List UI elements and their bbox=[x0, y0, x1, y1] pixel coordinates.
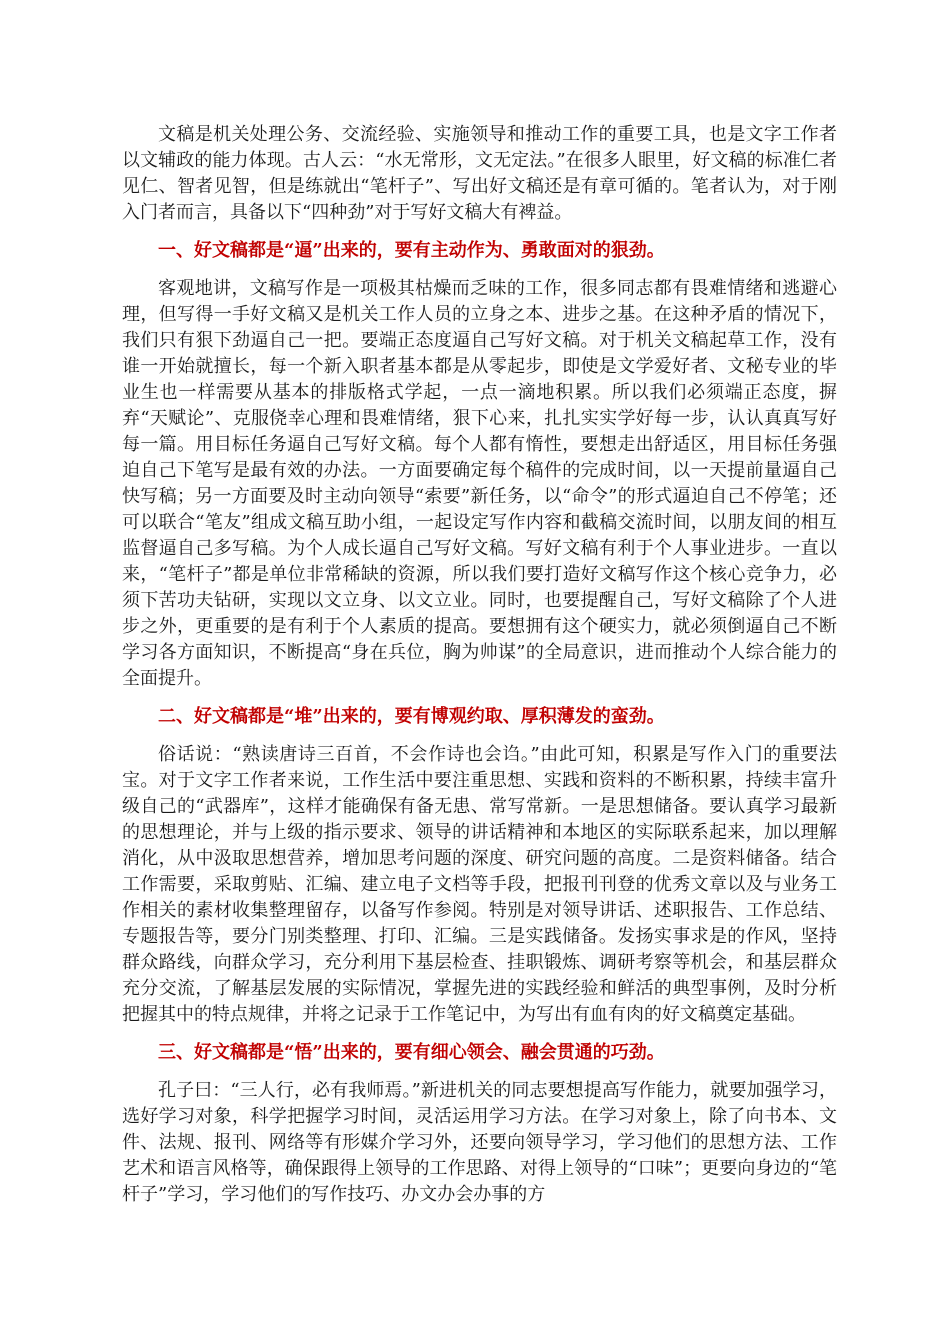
section-2-body: 俗话说：“熟读唐诗三百首，不会作诗也会诌。”由此可知，积累是写作入门的重要法宝。对于文字工作者来说，工作生活中要注重思想、实践和资料的不断积累，持续丰富升级自己的“武器库”，这样才能确保有备无患、常写常新。一是思想储备。要认真学习最新的思想理论，并与上级的指示要求、领导的讲话精神和本地区的实际联系起来，加以理解消化，从中汲取思想营养，增加思考问题的深度、研究问题的高度。二是资料储备。结合工作需要，采取剪贴、汇编、建立电子文档等手段，把报刊刊登的优秀文章以及与业务工作相关的素材收集整理留存，以备写作参阅。特别是对领导讲话、述职报告、工作总结、专题报告等，要分门别类整理、打印、汇编。三是实践储备。发扬实事求是的作风，坚持群众路线，向群众学习，充分利用下基层检查、挂职锻炼、调研考察等机会，和基层群众充分交流，了解基层发展的实际情况，掌握先进的实践经验和鲜活的典型事例，及时分析把握其中的特点规律，并将之记录于工作笔记中，为写出有血有肉的好文稿奠定基础。 bbox=[122, 744, 837, 1025]
section-1-body: 客观地讲，文稿写作是一项极其枯燥而乏味的工作，很多同志都有畏难情绪和逃避心理，但写得一手好文稿又是机关工作人员的立身之本、进步之基。在这种矛盾的情况下，我们只有狠下劲逼自己一把。要端正态度逼自己写好文稿。对于机关文稿起草工作，没有谁一开始就擅长，每一个新入职者基本都是从零起步，即使是文学爱好者、文秘专业的毕业生也一样需要从基本的排版格式学起，一点一滴地积累。所以我们必须端正态度，摒弃“天赋论”、克服侥幸心理和畏难情绪，狠下心来，扎扎实实学好每一步，认认真真写好每一篇。用目标任务逼自己写好文稿。每个人都有惰性，要想走出舒适区，用目标任务强迫自己下笔写是最有效的办法。一方面要确定每个稿件的完成时间，以一天提前量逼自己快写稿；另一方面要及时主动向领导“索要”新任务，以“命令”的形式逼迫自己不停笔；还可以联合“笔友”组成文稿互助小组，一起设定写作内容和截稿交流时间，以朋友间的相互监督逼自己多写稿。为个人成长逼自己写好文稿。写好文稿有利于个人事业进步。一直以来，“笔杆子”都是单位非常稀缺的资源，所以我们要打造好文稿写作这个核心竞争力，必须下苦功夫钻研，实现以文立身、以文立业。同时，也要提醒自己，写好文稿除了个人进步之外，更重要的是有利于个人素质的提高。要想拥有这个硬实力，就必须倒逼自己不断学习各方面知识，不断提高“身在兵位，胸为帅谋”的全局意识，进而推动个人综合能力的全面提升。 bbox=[122, 278, 837, 689]
section-1-heading: 一、好文稿都是“逼”出来的，要有主动作为、勇敢面对的狠劲。 bbox=[158, 240, 665, 261]
document-page bbox=[122, 122, 837, 1220]
intro-paragraph: 文稿是机关处理公务、交流经验、实施领导和推动工作的重要工具，也是文字工作者以文辅政的能力体现。古人云：“水无常形，文无定法。”在很多人眼里，好文稿的标准仁者见仁、智者见智，但是练就出“笔杆子”、写出好文稿还是有章可循的。笔者认为，对于刚入门者而言，具备以下“四种劲”对于写好文稿大有裨益。 bbox=[122, 124, 837, 223]
section-2-heading: 二、好文稿都是“堆”出来的，要有博观约取、厚积薄发的蛮劲。 bbox=[158, 706, 665, 727]
section-3-heading: 三、好文稿都是“悟”出来的，要有细心领会、融会贯通的巧劲。 bbox=[158, 1042, 665, 1063]
section-3-body: 孔子曰：“三人行，必有我师焉。”新进机关的同志要想提高写作能力，就要加强学习，选好学习对象，科学把握学习时间，灵活运用学习方法。在学习对象上，除了向书本、文件、法规、报刊、网络等有形媒介学习外，还要向领导学习，学习他们的思想方法、工作艺术和语言风格等，确保跟得上领导的工作思路、对得上领导的“口味”；更要向身边的“笔杆子”学习，学习他们的写作技巧、办文办会办事的方 bbox=[122, 1080, 837, 1205]
